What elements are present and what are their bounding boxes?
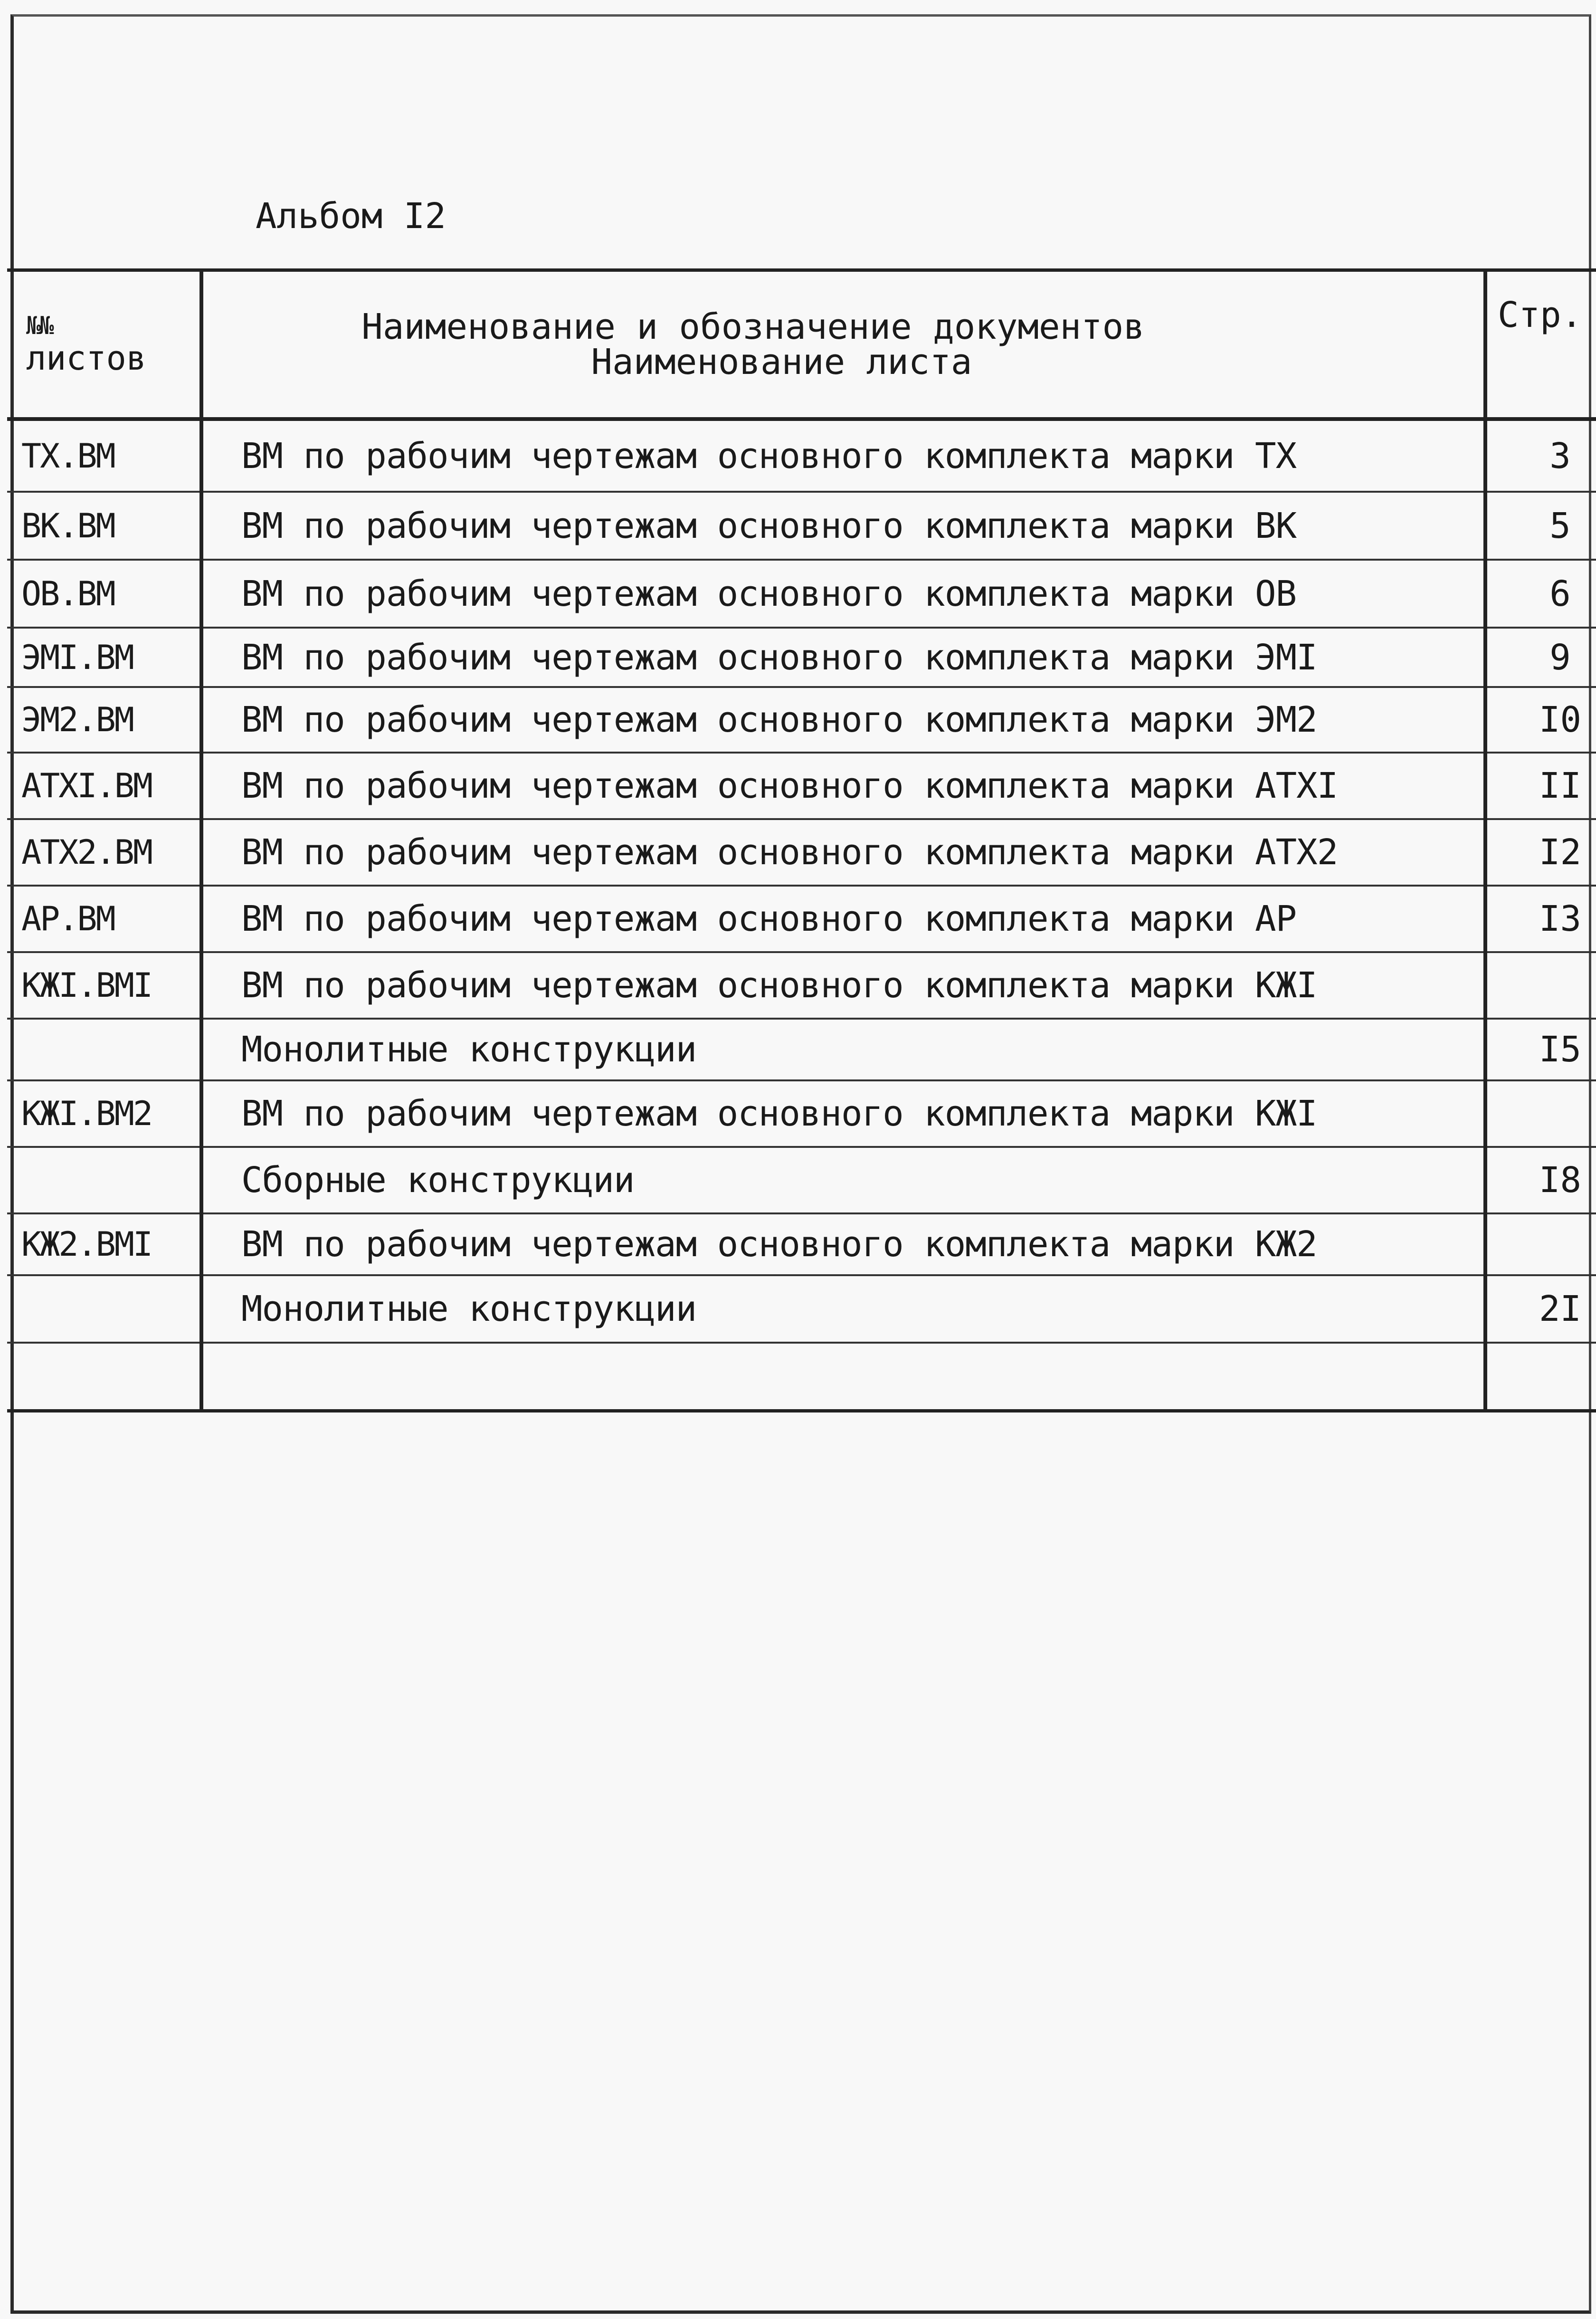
row-page: 5 [1485, 492, 1596, 560]
row-code: OB.BM [7, 560, 201, 628]
row-code: BK.BM [7, 492, 201, 560]
row-code [7, 1343, 201, 1411]
table-row [7, 1080, 1596, 1147]
contents-table [7, 268, 1596, 1412]
row-name: ВМ по рабочим чертежам основного комплекта марки ЭМ2 [201, 687, 1485, 753]
row-page: 9 [1485, 628, 1596, 687]
row-code [7, 1275, 201, 1343]
table-row [7, 1213, 1596, 1275]
header-document-name [201, 270, 1485, 420]
row-page: 3 [1485, 419, 1596, 492]
row-name: ВМ по рабочим чертежам основного комплекта марки КЖI [201, 1080, 1485, 1147]
row-name: ВМ по рабочим чертежам основного комплекта марки АТXI [201, 753, 1485, 819]
row-code: AP.BM [7, 886, 201, 952]
table-row [7, 419, 1596, 492]
row-name: ВМ по рабочим чертежам основного комплекта марки КЖ2 [201, 1213, 1485, 1275]
table-header-row [7, 270, 1596, 420]
row-name: ВМ по рабочим чертежам основного комплекта марки АР [201, 886, 1485, 952]
table-row [7, 886, 1596, 952]
header-name-line1: Наименование и обозначение документов [361, 306, 1145, 347]
row-page: I2 [1485, 819, 1596, 886]
row-name: ВМ по рабочим чертежам основного комплекта марки ОВ [201, 560, 1485, 628]
row-page: II [1485, 753, 1596, 819]
row-code: ATXI.BM [7, 753, 201, 819]
row-page [1485, 1080, 1596, 1147]
header-page: Стр. [1485, 270, 1596, 420]
table-row [7, 1343, 1596, 1411]
row-code: ЭMI.BM [7, 628, 201, 687]
row-code: ATX2.BM [7, 819, 201, 886]
header-name-line2: Наименование листа [591, 342, 972, 382]
header-sheets-label: листов [26, 338, 146, 378]
row-name: Монолитные конструкции [201, 1019, 1485, 1080]
row-name: ВМ по рабочим чертежам основного комплекта марки ТХ [201, 419, 1485, 492]
table-row [7, 819, 1596, 886]
album-title: Альбом I2 [256, 196, 446, 237]
row-code: TX.BM [7, 419, 201, 492]
row-page: I8 [1485, 1147, 1596, 1213]
header-sheet-numbers [7, 270, 201, 420]
table-row [7, 952, 1596, 1019]
table-row [7, 753, 1596, 819]
row-page: I0 [1485, 687, 1596, 753]
row-name: ВМ по рабочим чертежам основного комплекта марки АТХ2 [201, 819, 1485, 886]
row-code [7, 1019, 201, 1080]
row-page [1485, 1343, 1596, 1411]
header-number-sign: №№ [26, 311, 52, 340]
row-code: КЖ2.BMI [7, 1213, 201, 1275]
row-name [201, 1343, 1485, 1411]
row-code [7, 1147, 201, 1213]
row-page: 2I [1485, 1275, 1596, 1343]
row-name: ВМ по рабочим чертежам основного комплекта марки ВК [201, 492, 1485, 560]
row-code: КЖI.BMI [7, 952, 201, 1019]
row-page [1485, 1213, 1596, 1275]
table-row [7, 1019, 1596, 1080]
row-name: ВМ по рабочим чертежам основного комплекта марки КЖI [201, 952, 1485, 1019]
table-row [7, 1275, 1596, 1343]
row-page: I5 [1485, 1019, 1596, 1080]
table-row [7, 1147, 1596, 1213]
table-row [7, 628, 1596, 687]
row-code: КЖI.BM2 [7, 1080, 201, 1147]
table-row [7, 560, 1596, 628]
table-row [7, 687, 1596, 753]
row-name: Монолитные конструкции [201, 1275, 1485, 1343]
row-name: Сборные конструкции [201, 1147, 1485, 1213]
row-name: ВМ по рабочим чертежам основного комплекта марки ЭМI [201, 628, 1485, 687]
table-row [7, 492, 1596, 560]
row-page [1485, 952, 1596, 1019]
row-page: 6 [1485, 560, 1596, 628]
row-page: I3 [1485, 886, 1596, 952]
row-code: ЭМ2.BM [7, 687, 201, 753]
